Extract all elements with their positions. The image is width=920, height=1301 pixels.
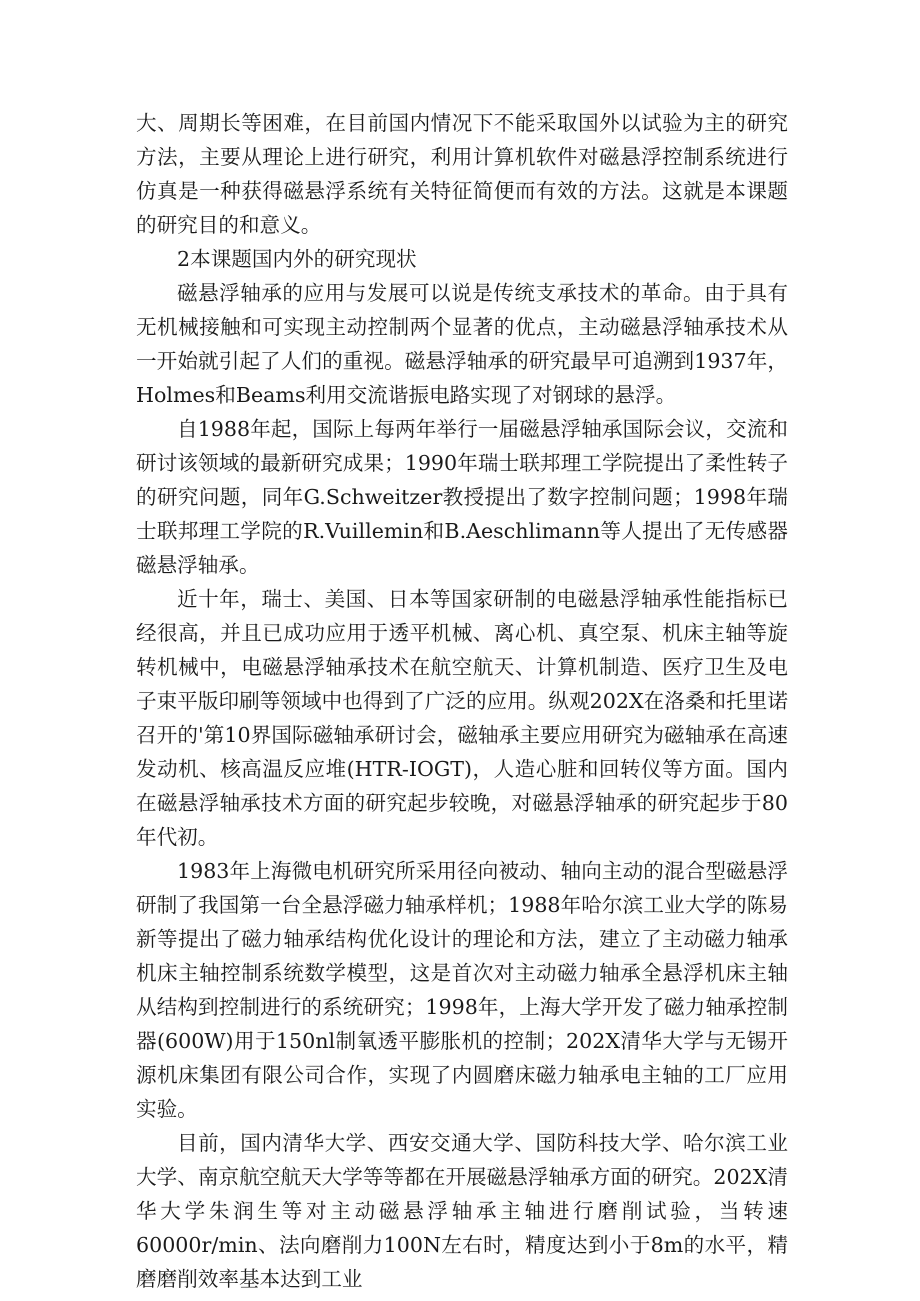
section-heading: 2本课题国内外的研究现状 <box>177 247 417 271</box>
document-body <box>136 106 788 1296</box>
paragraph-domestic-research: 1983年上海微电机研究所采用径向被动、轴向主动的混合型磁悬浮研制了我国第一台全悬浮磁力轴承样机；1988年哈尔滨工业大学的陈易新等提出了磁力轴承结构优化设计的理论和方法，建立了主动磁力轴承机床主轴控制系统数学模型，这是首次对主动磁力轴承全悬浮机床主轴从结构到控制进行的系统研究；1998年，上海大学开发了磁力轴承控制器(600W)用于150nl制氧透平膨胀机的控制；202X清华大学与无锡开源机床集团有限公司合作，实现了内圆磨床磁力轴承电主轴的工厂应用实验。 <box>136 859 788 1121</box>
paragraph-history: 磁悬浮轴承的应用与发展可以说是传统支承技术的革命。由于具有无机械接触和可实现主动控制两个显著的优点，主动磁悬浮轴承技术从一开始就引起了人们的重视。磁悬浮轴承的研究最早可追溯到1937年，Holmes和Beams利用交流谐振电路实现了对钢球的悬浮。 <box>136 281 788 407</box>
paragraph-international-conference: 自1988年起，国际上每两年举行一届磁悬浮轴承国际会议，交流和研讨该领域的最新研究成果；1990年瑞士联邦理工学院提出了柔性转子的研究问题，同年G.Schweitzer教授提出了数字控制问题；1998年瑞士联邦理工学院的R.Vuillemin和B.Aeschlimann等人提出了无传感器磁悬浮轴承。 <box>136 417 788 577</box>
paragraph-recent-decade: 近十年，瑞士、美国、日本等国家研制的电磁悬浮轴承性能指标已经很高，并且已成功应用于透平机械、离心机、真空泵、机床主轴等旋转机械中，电磁悬浮轴承技术在航空航天、计算机制造、医疗卫生及电子束平版印刷等领域中也得到了广泛的应用。纵观202X在洛桑和托里诺召开的'第10界国际磁轴承研讨会，磁轴承主要应用研究为磁轴承在高速发动机、核高温反应堆(HTR-IOGT)，人造心脏和回转仪等方面。国内在磁悬浮轴承技术方面的研究起步较晚，对磁悬浮轴承的研究起步于80年代初。 <box>136 587 788 849</box>
paragraph-current-status: 目前，国内清华大学、西安交通大学、国防科技大学、哈尔滨工业大学、南京航空航天大学等等都在开展磁悬浮轴承方面的研究。202X清华大学朱润生等对主动磁悬浮轴承主轴进行磨削试验，当转速60000r/min、法向磨削力100N左右时，精度达到小于8m的水平，精磨磨削效率基本达到工业 <box>136 1131 788 1291</box>
paragraph-continuation: 大、周期长等困难，在目前国内情况下不能采取国外以试验为主的研究方法，主要从理论上进行研究，利用计算机软件对磁悬浮控制系统进行仿真是一种获得磁悬浮系统有关特征简便而有效的方法。这就是本课题的研究目的和意义。 <box>136 111 788 237</box>
